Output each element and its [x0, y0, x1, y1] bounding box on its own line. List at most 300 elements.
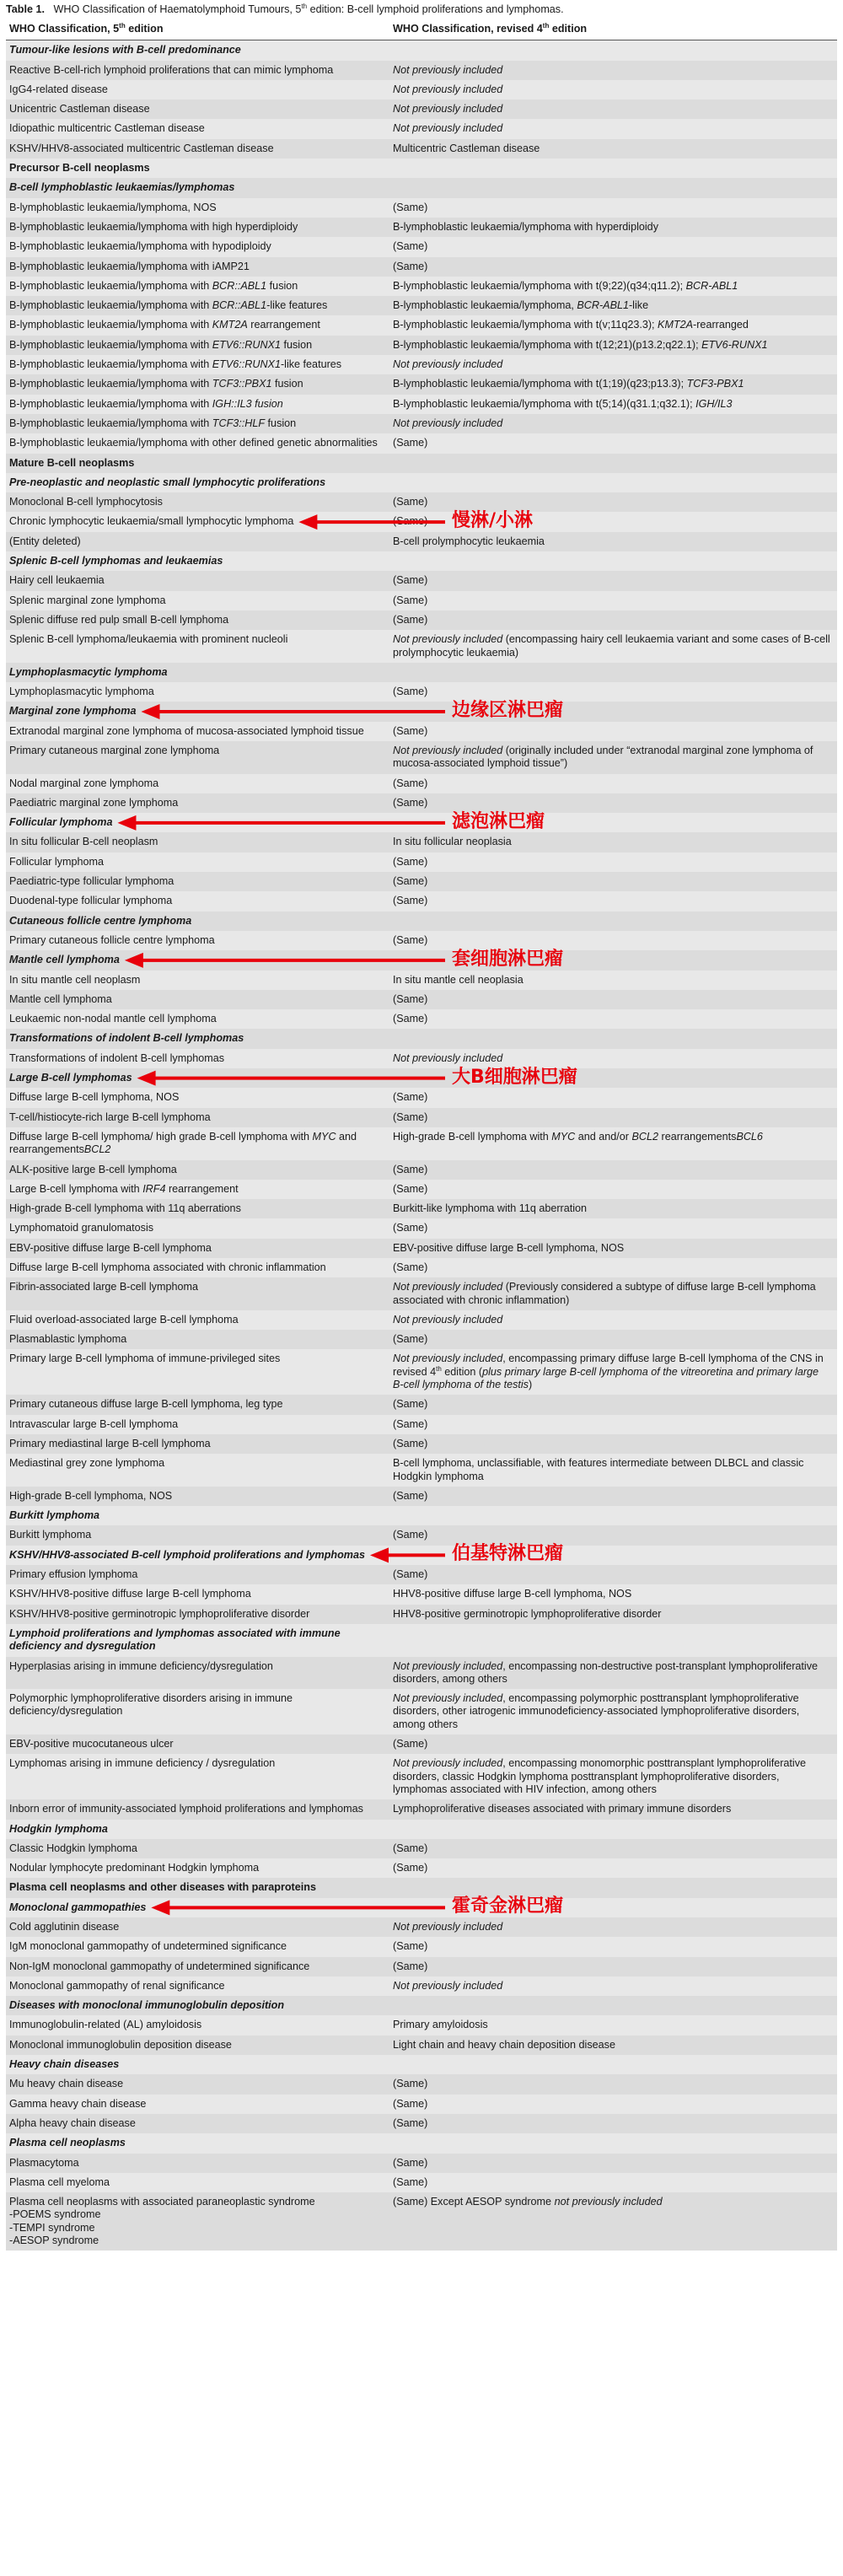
who5-entity-cell: Monoclonal gammopathies: [6, 1898, 389, 1917]
who4r-entity-cell: (Same): [389, 1218, 837, 1238]
table-row: [6, 80, 837, 99]
who5-entity-cell: B-lymphoblastic leukaemia/lymphoma with ETV6::RUNX1-like features: [6, 355, 389, 374]
table-row: [6, 1277, 837, 1310]
who4r-entity-cell: In situ follicular neoplasia: [389, 832, 837, 852]
annotation-label: 滤泡淋巴瘤: [452, 810, 545, 832]
who5-entity-cell: B-lymphoblastic leukaemia/lymphoma with iAMP21: [6, 257, 389, 277]
who4r-entity-cell: B-lymphoblastic leukaemia/lymphoma with hyperdiploidy: [389, 218, 837, 237]
who5-entity-cell: Pre-neoplastic and neoplastic small lymphocytic proliferations: [6, 473, 389, 492]
who4r-entity-cell: (Same): [389, 492, 837, 512]
who5-entity-cell: B-lymphoblastic leukaemia/lymphoma with TCF3::PBX1 fusion: [6, 374, 389, 394]
who4r-entity-cell: (Same): [389, 1415, 837, 1434]
who5-entity-cell: B-lymphoblastic leukaemia/lymphoma with other defined genetic abnormalities: [6, 433, 389, 453]
table-row: [6, 315, 837, 335]
who5-entity-cell: Lymphoplasmacytic lymphoma: [6, 663, 389, 682]
who5-entity-cell: (Entity deleted): [6, 532, 389, 551]
who5-entity-cell: Mature B-cell neoplasms: [6, 454, 389, 473]
table-row: [6, 433, 837, 453]
who4r-entity-cell: [389, 2133, 837, 2153]
who5-entity-cell: Gamma heavy chain disease: [6, 2095, 389, 2114]
who5-entity-cell: Diffuse large B-cell lymphoma associated with chronic inflammation: [6, 1258, 389, 1277]
who4r-entity-cell: (Same): [389, 571, 837, 590]
who5-entity-cell: Transformations of indolent B-cell lymphomas: [6, 1029, 389, 1048]
who4r-entity-cell: Not previously included: [389, 414, 837, 433]
table-row: [6, 512, 837, 531]
who4r-entity-cell: High-grade B-cell lymphoma with MYC and and/or BCL2 rearrangementsBCL6: [389, 1127, 837, 1160]
table-row: [6, 1310, 837, 1330]
who5-entity-cell: Large B-cell lymphomas: [6, 1068, 389, 1088]
who5-entity-cell: Plasma cell myeloma: [6, 2173, 389, 2192]
who5-entity-cell: Reactive B-cell-rich lymphoid proliferations that can mimic lymphoma: [6, 61, 389, 80]
section-heading-row: [6, 178, 837, 197]
who4r-entity-cell: (Same): [389, 1858, 837, 1878]
table-row: [6, 1108, 837, 1127]
who4r-entity-cell: [389, 912, 837, 931]
table-row: [6, 1434, 837, 1454]
who5-entity-cell: Cutaneous follicle centre lymphoma: [6, 912, 389, 931]
who5-entity-cell: IgM monoclonal gammopathy of undetermined significance: [6, 1937, 389, 1956]
table-row: [6, 1657, 837, 1690]
who4r-entity-cell: (Same): [389, 512, 837, 531]
who4r-entity-cell: (Same): [389, 198, 837, 218]
who4r-entity-cell: B-lymphoblastic leukaemia/lymphoma with t(1;19)(q23;p13.3); TCF3-PBX1: [389, 374, 837, 394]
who4r-entity-cell: (Same): [389, 1160, 837, 1180]
who5-entity-cell: Plasma cell neoplasms: [6, 2133, 389, 2153]
table-row: [6, 2114, 837, 2133]
who5-entity-cell: Plasmablastic lymphoma: [6, 1330, 389, 1349]
who5-entity-cell: Burkitt lymphoma: [6, 1506, 389, 1525]
who5-entity-cell: Lymphomas arising in immune deficiency / dysregulation: [6, 1754, 389, 1799]
who5-entity-cell: Burkitt lymphoma: [6, 1525, 389, 1545]
table-row: [6, 682, 837, 702]
table-row: [6, 931, 837, 950]
who5-entity-cell: Inborn error of immunity-associated lymphoid proliferations and lymphomas: [6, 1799, 389, 1819]
table-row: [6, 1976, 837, 1996]
who5-entity-cell: B-lymphoblastic leukaemia/lymphoma with TCF3::HLF fusion: [6, 414, 389, 433]
who5-entity-cell: B-lymphoblastic leukaemia/lymphoma with BCR::ABL1-like features: [6, 296, 389, 315]
who4r-entity-cell: (Same): [389, 2114, 837, 2133]
who4r-entity-cell: (Same): [389, 872, 837, 891]
who5-entity-cell: Fibrin-associated large B-cell lymphoma: [6, 1277, 389, 1310]
table-row: [6, 1349, 837, 1395]
table-row: [6, 891, 837, 911]
who5-entity-cell: In situ mantle cell neoplasm: [6, 971, 389, 990]
who4r-entity-cell: [389, 178, 837, 197]
table-row: [6, 1239, 837, 1258]
who5-entity-cell: Alpha heavy chain disease: [6, 2114, 389, 2133]
who4r-entity-cell: Not previously included: [389, 1976, 837, 1996]
who5-entity-cell: Follicular lymphoma: [6, 852, 389, 872]
section-heading-row: [6, 473, 837, 492]
who4r-entity-cell: B-lymphoblastic leukaemia/lymphoma with t(9;22)(q34;q11.2); BCR-ABL1: [389, 277, 837, 296]
table-row: [6, 2036, 837, 2055]
who4r-entity-cell: Primary amyloidosis: [389, 2015, 837, 2035]
who5-entity-cell: Primary cutaneous marginal zone lymphoma: [6, 741, 389, 774]
table-row: [6, 374, 837, 394]
who-classification-table: [6, 19, 837, 2251]
section-heading-row: [6, 1878, 837, 1897]
table-row: [6, 237, 837, 256]
section-heading-row: [6, 1820, 837, 1839]
who5-entity-cell: Cold agglutinin disease: [6, 1917, 389, 1937]
table-row: [6, 832, 837, 852]
who5-entity-cell: Diffuse large B-cell lymphoma/ high grade B-cell lymphoma with MYC and rearrangementsBCL2: [6, 1127, 389, 1160]
who4r-entity-cell: Not previously included: [389, 1049, 837, 1068]
section-heading-row: [6, 663, 837, 682]
who5-entity-cell: KSHV/HHV8-associated multicentric Castleman disease: [6, 139, 389, 159]
who5-entity-cell: Splenic diffuse red pulp small B-cell lymphoma: [6, 610, 389, 630]
who4r-entity-cell: Not previously included (originally included under “extranodal marginal zone lymphoma of mucosa-associated lymphoid tissue”): [389, 741, 837, 774]
table-row: [6, 630, 837, 663]
who5-entity-cell: Diffuse large B-cell lymphoma, NOS: [6, 1088, 389, 1107]
table-row: [6, 1525, 837, 1545]
who4r-entity-cell: (Same): [389, 990, 837, 1009]
who4r-entity-cell: (Same): [389, 610, 837, 630]
who4r-entity-cell: Not previously included (Previously considered a subtype of diffuse large B-cell lymphoma associated with chronic inflammation): [389, 1277, 837, 1310]
who5-entity-cell: Heavy chain diseases: [6, 2055, 389, 2074]
table-row: [6, 793, 837, 813]
table-row: [6, 2154, 837, 2173]
section-heading-row: [6, 2133, 837, 2153]
who4r-entity-cell: (Same): [389, 2074, 837, 2094]
table-row: [6, 296, 837, 315]
table-row: [6, 872, 837, 891]
who5-entity-cell: Plasma cell neoplasms with associated paraneoplastic syndrome -POEMS syndrome -TEMPI syndrome -AESOP syndrome: [6, 2192, 389, 2251]
who5-entity-cell: Paediatric-type follicular lymphoma: [6, 872, 389, 891]
who4r-entity-cell: (Same): [389, 1258, 837, 1277]
who4r-entity-cell: Burkitt-like lymphoma with 11q aberration: [389, 1199, 837, 1218]
who4r-entity-cell: Not previously included, encompassing monomorphic posttransplant lymphoproliferative disorders, classic Hodgkin lymphoma posttransplant lymphoproliferative disorders, lymphomas associated with HIV infection, among others: [389, 1754, 837, 1799]
who5-entity-cell: Lymphomatoid granulomatosis: [6, 1218, 389, 1238]
table-row: [6, 139, 837, 159]
who5-entity-cell: B-lymphoblastic leukaemia/lymphoma with hypodiploidy: [6, 237, 389, 256]
who4r-entity-cell: (Same): [389, 237, 837, 256]
who4r-entity-cell: [389, 40, 837, 61]
section-heading-row: [6, 950, 837, 970]
who5-entity-cell: Plasmacytoma: [6, 2154, 389, 2173]
who4r-entity-cell: B-cell prolymphocytic leukaemia: [389, 532, 837, 551]
table-row: [6, 1734, 837, 1754]
who4r-entity-cell: Multicentric Castleman disease: [389, 139, 837, 159]
who4r-entity-cell: [389, 1029, 837, 1048]
table-row: [6, 591, 837, 610]
annotation-label: 大B细胞淋巴瘤: [452, 1066, 577, 1088]
who4r-entity-cell: (Same) Except AESOP syndrome not previously included: [389, 2192, 837, 2251]
who4r-entity-cell: HHV8-positive germinotropic lymphoproliferative disorder: [389, 1605, 837, 1624]
who5-entity-cell: Intravascular large B-cell lymphoma: [6, 1415, 389, 1434]
who4r-entity-cell: [389, 454, 837, 473]
table-header-row: [6, 19, 837, 40]
section-heading-row: [6, 1996, 837, 2015]
who5-entity-cell: IgG4-related disease: [6, 80, 389, 99]
table-row: [6, 1160, 837, 1180]
who5-entity-cell: Transformations of indolent B-cell lymphomas: [6, 1049, 389, 1068]
table-row: [6, 218, 837, 237]
who5-entity-cell: Large B-cell lymphoma with IRF4 rearrangement: [6, 1180, 389, 1199]
who4r-entity-cell: [389, 473, 837, 492]
who4r-entity-cell: (Same): [389, 257, 837, 277]
who4r-entity-cell: Not previously included: [389, 61, 837, 80]
who5-entity-cell: Splenic B-cell lymphoma/leukaemia with prominent nucleoli: [6, 630, 389, 663]
table-row: [6, 610, 837, 630]
who5-entity-cell: Follicular lymphoma: [6, 813, 389, 832]
who4r-entity-cell: (Same): [389, 1088, 837, 1107]
who4r-entity-cell: Not previously included (encompassing hairy cell leukaemia variant and some cases of B-cell prolymphocytic leukaemia): [389, 630, 837, 663]
who4r-entity-cell: Not previously included: [389, 99, 837, 119]
who4r-entity-cell: (Same): [389, 1525, 837, 1545]
who4r-entity-cell: B-lymphoblastic leukaemia/lymphoma, BCR-ABL1-like: [389, 296, 837, 315]
table-row: [6, 1088, 837, 1107]
header-col-revised-4th-edition: WHO Classification, revised 4th edition: [389, 19, 837, 40]
who5-entity-cell: Monoclonal immunoglobulin deposition disease: [6, 2036, 389, 2055]
who5-entity-cell: Unicentric Castleman disease: [6, 99, 389, 119]
who5-entity-cell: EBV-positive diffuse large B-cell lymphoma: [6, 1239, 389, 1258]
who5-entity-cell: In situ follicular B-cell neoplasm: [6, 832, 389, 852]
who4r-entity-cell: [389, 1624, 837, 1657]
who4r-entity-cell: (Same): [389, 1487, 837, 1506]
who4r-entity-cell: [389, 1820, 837, 1839]
who5-entity-cell: Diseases with monoclonal immunoglobulin deposition: [6, 1996, 389, 2015]
who4r-entity-cell: (Same): [389, 591, 837, 610]
table-row: [6, 355, 837, 374]
table-row: [6, 1199, 837, 1218]
who4r-entity-cell: B-cell lymphoma, unclassifiable, with features intermediate between DLBCL and classic Hodgkin lymphoma: [389, 1454, 837, 1487]
who5-entity-cell: Immunoglobulin-related (AL) amyloidosis: [6, 2015, 389, 2035]
who4r-entity-cell: EBV-positive diffuse large B-cell lymphoma, NOS: [389, 1239, 837, 1258]
who4r-entity-cell: (Same): [389, 2095, 837, 2114]
who4r-entity-cell: HHV8-positive diffuse large B-cell lymphoma, NOS: [389, 1584, 837, 1604]
table-caption: [6, 3, 837, 16]
table-row: [6, 1454, 837, 1487]
who4r-entity-cell: [389, 159, 837, 178]
who5-entity-cell: Leukaemic non-nodal mantle cell lymphoma: [6, 1009, 389, 1029]
who5-entity-cell: Mediastinal grey zone lymphoma: [6, 1454, 389, 1487]
table-row: [6, 336, 837, 355]
table-row: [6, 2074, 837, 2094]
table-row: [6, 1917, 837, 1937]
table-row: [6, 1605, 837, 1624]
who4r-entity-cell: Light chain and heavy chain deposition disease: [389, 2036, 837, 2055]
who5-entity-cell: Monoclonal B-cell lymphocytosis: [6, 492, 389, 512]
who5-entity-cell: Extranodal marginal zone lymphoma of mucosa-associated lymphoid tissue: [6, 722, 389, 741]
section-heading-row: [6, 1898, 837, 1917]
who4r-entity-cell: (Same): [389, 1330, 837, 1349]
table-row: [6, 1584, 837, 1604]
who4r-entity-cell: Not previously included, encompassing polymorphic posttransplant lymphoproliferative disorders, other iatrogenic immunodeficiency-associated lymphoproliferative disorders, among others: [389, 1689, 837, 1734]
who5-entity-cell: Chronic lymphocytic leukaemia/small lymphocytic lymphoma: [6, 512, 389, 531]
who5-entity-cell: Mantle cell lymphoma: [6, 990, 389, 1009]
who4r-entity-cell: (Same): [389, 1839, 837, 1858]
table-row: [6, 1395, 837, 1414]
table-row: [6, 2095, 837, 2114]
table-row: [6, 1330, 837, 1349]
who4r-entity-cell: (Same): [389, 2154, 837, 2173]
table-row: [6, 198, 837, 218]
who4r-entity-cell: Not previously included, encompassing primary diffuse large B-cell lymphoma of the CNS in revised 4th edition (plus primary large B-cell lymphoma of the vitreoretina and primary large B-cell lymphoma of the testis): [389, 1349, 837, 1395]
section-heading-row: [6, 1624, 837, 1657]
who4r-entity-cell: (Same): [389, 1957, 837, 1976]
who5-entity-cell: Hyperplasias arising in immune deficiency/dysregulation: [6, 1657, 389, 1690]
who4r-entity-cell: (Same): [389, 793, 837, 813]
who4r-entity-cell: Not previously included: [389, 1310, 837, 1330]
table-row: [6, 2192, 837, 2251]
table-row: [6, 971, 837, 990]
who5-entity-cell: B-lymphoblastic leukaemia/lymphoma, NOS: [6, 198, 389, 218]
who5-entity-cell: High-grade B-cell lymphoma, NOS: [6, 1487, 389, 1506]
table-row: [6, 395, 837, 414]
section-heading-row: [6, 454, 837, 473]
table-row: [6, 741, 837, 774]
table-row: [6, 1258, 837, 1277]
who4r-entity-cell: (Same): [389, 1180, 837, 1199]
who5-entity-cell: B-lymphoblastic leukaemia/lymphoma with high hyperdiploidy: [6, 218, 389, 237]
table-row: [6, 532, 837, 551]
who4r-entity-cell: (Same): [389, 774, 837, 793]
who4r-entity-cell: (Same): [389, 1009, 837, 1029]
table-row: [6, 99, 837, 119]
who5-entity-cell: Primary large B-cell lymphoma of immune-privileged sites: [6, 1349, 389, 1395]
who5-entity-cell: Nodular lymphocyte predominant Hodgkin lymphoma: [6, 1858, 389, 1878]
table-row: [6, 990, 837, 1009]
who4r-entity-cell: Not previously included: [389, 355, 837, 374]
table-row: [6, 1009, 837, 1029]
table-row: [6, 277, 837, 296]
section-heading-row: [6, 551, 837, 571]
who5-entity-cell: Paediatric marginal zone lymphoma: [6, 793, 389, 813]
table-row: [6, 61, 837, 80]
who4r-entity-cell: [389, 663, 837, 682]
who5-entity-cell: B-lymphoblastic leukaemia/lymphoma with KMT2A rearrangement: [6, 315, 389, 335]
who5-entity-cell: T-cell/histiocyte-rich large B-cell lymphoma: [6, 1108, 389, 1127]
table-row: [6, 1180, 837, 1199]
who4r-entity-cell: B-lymphoblastic leukaemia/lymphoma with t(12;21)(p13.2;q22.1); ETV6-RUNX1: [389, 336, 837, 355]
annotation-label: 霍奇金淋巴瘤: [452, 1896, 564, 1917]
who5-entity-cell: Non-IgM monoclonal gammopathy of undetermined significance: [6, 1957, 389, 1976]
caption-label: Table 1.: [6, 3, 45, 15]
table-row: [6, 571, 837, 590]
table-row: [6, 257, 837, 277]
annotation-label: 伯基特淋巴瘤: [452, 1543, 564, 1565]
who4r-entity-cell: [389, 2055, 837, 2074]
who5-entity-cell: B-cell lymphoblastic leukaemias/lymphomas: [6, 178, 389, 197]
who4r-entity-cell: (Same): [389, 891, 837, 911]
who5-entity-cell: Splenic B-cell lymphomas and leukaemias: [6, 551, 389, 571]
who4r-entity-cell: (Same): [389, 1937, 837, 1956]
table-row: [6, 119, 837, 138]
who4r-entity-cell: [389, 1996, 837, 2015]
who5-entity-cell: Primary cutaneous diffuse large B-cell lymphoma, leg type: [6, 1395, 389, 1414]
section-heading-row: [6, 2055, 837, 2074]
who5-entity-cell: Hodgkin lymphoma: [6, 1820, 389, 1839]
header-col-5th-edition: WHO Classification, 5th edition: [6, 19, 389, 40]
who5-entity-cell: B-lymphoblastic leukaemia/lymphoma with ETV6::RUNX1 fusion: [6, 336, 389, 355]
annotation-label: 边缘区淋巴瘤: [452, 700, 564, 722]
section-heading-row: [6, 702, 837, 721]
table-row: [6, 1858, 837, 1878]
who5-entity-cell: Idiopathic multicentric Castleman disease: [6, 119, 389, 138]
table-row: [6, 1799, 837, 1819]
who4r-entity-cell: (Same): [389, 682, 837, 702]
table-row: [6, 1754, 837, 1799]
section-heading-row: [6, 40, 837, 61]
who4r-entity-cell: [389, 1506, 837, 1525]
who5-entity-cell: Primary cutaneous follicle centre lymphoma: [6, 931, 389, 950]
table-row: [6, 2173, 837, 2192]
who5-entity-cell: B-lymphoblastic leukaemia/lymphoma with BCR::ABL1 fusion: [6, 277, 389, 296]
who5-entity-cell: ALK-positive large B-cell lymphoma: [6, 1160, 389, 1180]
who5-entity-cell: Primary mediastinal large B-cell lymphoma: [6, 1434, 389, 1454]
table-row: [6, 774, 837, 793]
who5-entity-cell: Mu heavy chain disease: [6, 2074, 389, 2094]
who4r-entity-cell: (Same): [389, 1734, 837, 1754]
who5-entity-cell: Classic Hodgkin lymphoma: [6, 1839, 389, 1858]
who4r-entity-cell: (Same): [389, 2173, 837, 2192]
section-heading-row: [6, 1029, 837, 1048]
who4r-entity-cell: (Same): [389, 433, 837, 453]
who5-entity-cell: Hairy cell leukaemia: [6, 571, 389, 590]
table-row: [6, 1049, 837, 1068]
who5-entity-cell: Mantle cell lymphoma: [6, 950, 389, 970]
caption-text: WHO Classification of Haematolymphoid Tumours, 5th edition: B-cell lymphoid proliferations and lymphomas.: [53, 2, 564, 15]
who5-entity-cell: KSHV/HHV8-associated B-cell lymphoid proliferations and lymphomas: [6, 1546, 389, 1565]
annotation-label: 慢淋/小淋: [452, 510, 534, 532]
table-row: [6, 1689, 837, 1734]
who5-entity-cell: Primary effusion lymphoma: [6, 1565, 389, 1584]
who5-entity-cell: EBV-positive mucocutaneous ulcer: [6, 1734, 389, 1754]
who5-entity-cell: Lymphoplasmacytic lymphoma: [6, 682, 389, 702]
section-heading-row: [6, 159, 837, 178]
table-row: [6, 722, 837, 741]
who4r-entity-cell: B-lymphoblastic leukaemia/lymphoma with t(v;11q23.3); KMT2A-rearranged: [389, 315, 837, 335]
table-row: [6, 1218, 837, 1238]
who5-entity-cell: Plasma cell neoplasms and other diseases with paraproteins: [6, 1878, 389, 1897]
who4r-entity-cell: (Same): [389, 852, 837, 872]
table-row: [6, 852, 837, 872]
table-row: [6, 1127, 837, 1160]
who5-entity-cell: High-grade B-cell lymphoma with 11q aberrations: [6, 1199, 389, 1218]
section-heading-row: [6, 813, 837, 832]
who4r-entity-cell: Not previously included, encompassing non-destructive post-transplant lymphoproliferative disorders, among others: [389, 1657, 837, 1690]
who5-entity-cell: KSHV/HHV8-positive diffuse large B-cell lymphoma: [6, 1584, 389, 1604]
table-row: [6, 2015, 837, 2035]
who5-entity-cell: Fluid overload-associated large B-cell lymphoma: [6, 1310, 389, 1330]
who5-entity-cell: Monoclonal gammopathy of renal significance: [6, 1976, 389, 1996]
who4r-entity-cell: Not previously included: [389, 80, 837, 99]
who4r-entity-cell: (Same): [389, 722, 837, 741]
who5-entity-cell: Polymorphic lymphoproliferative disorders arising in immune deficiency/dysregulation: [6, 1689, 389, 1734]
table-row: [6, 414, 837, 433]
who4r-entity-cell: (Same): [389, 1395, 837, 1414]
who4r-entity-cell: (Same): [389, 1434, 837, 1454]
section-heading-row: [6, 1506, 837, 1525]
annotation-label: 套细胞淋巴瘤: [452, 948, 564, 970]
who4r-entity-cell: Not previously included: [389, 119, 837, 138]
who5-entity-cell: Nodal marginal zone lymphoma: [6, 774, 389, 793]
who4r-entity-cell: Not previously included: [389, 1917, 837, 1937]
who5-entity-cell: B-lymphoblastic leukaemia/lymphoma with IGH::IL3 fusion: [6, 395, 389, 414]
table-row: [6, 1487, 837, 1506]
who4r-entity-cell: (Same): [389, 931, 837, 950]
table-row: [6, 492, 837, 512]
who4r-entity-cell: Lymphoproliferative diseases associated with primary immune disorders: [389, 1799, 837, 1819]
who5-entity-cell: Precursor B-cell neoplasms: [6, 159, 389, 178]
who5-entity-cell: KSHV/HHV8-positive germinotropic lymphoproliferative disorder: [6, 1605, 389, 1624]
section-heading-row: [6, 1068, 837, 1088]
section-heading-row: [6, 1546, 837, 1565]
who4r-entity-cell: In situ mantle cell neoplasia: [389, 971, 837, 990]
who5-entity-cell: Splenic marginal zone lymphoma: [6, 591, 389, 610]
table-row: [6, 1839, 837, 1858]
